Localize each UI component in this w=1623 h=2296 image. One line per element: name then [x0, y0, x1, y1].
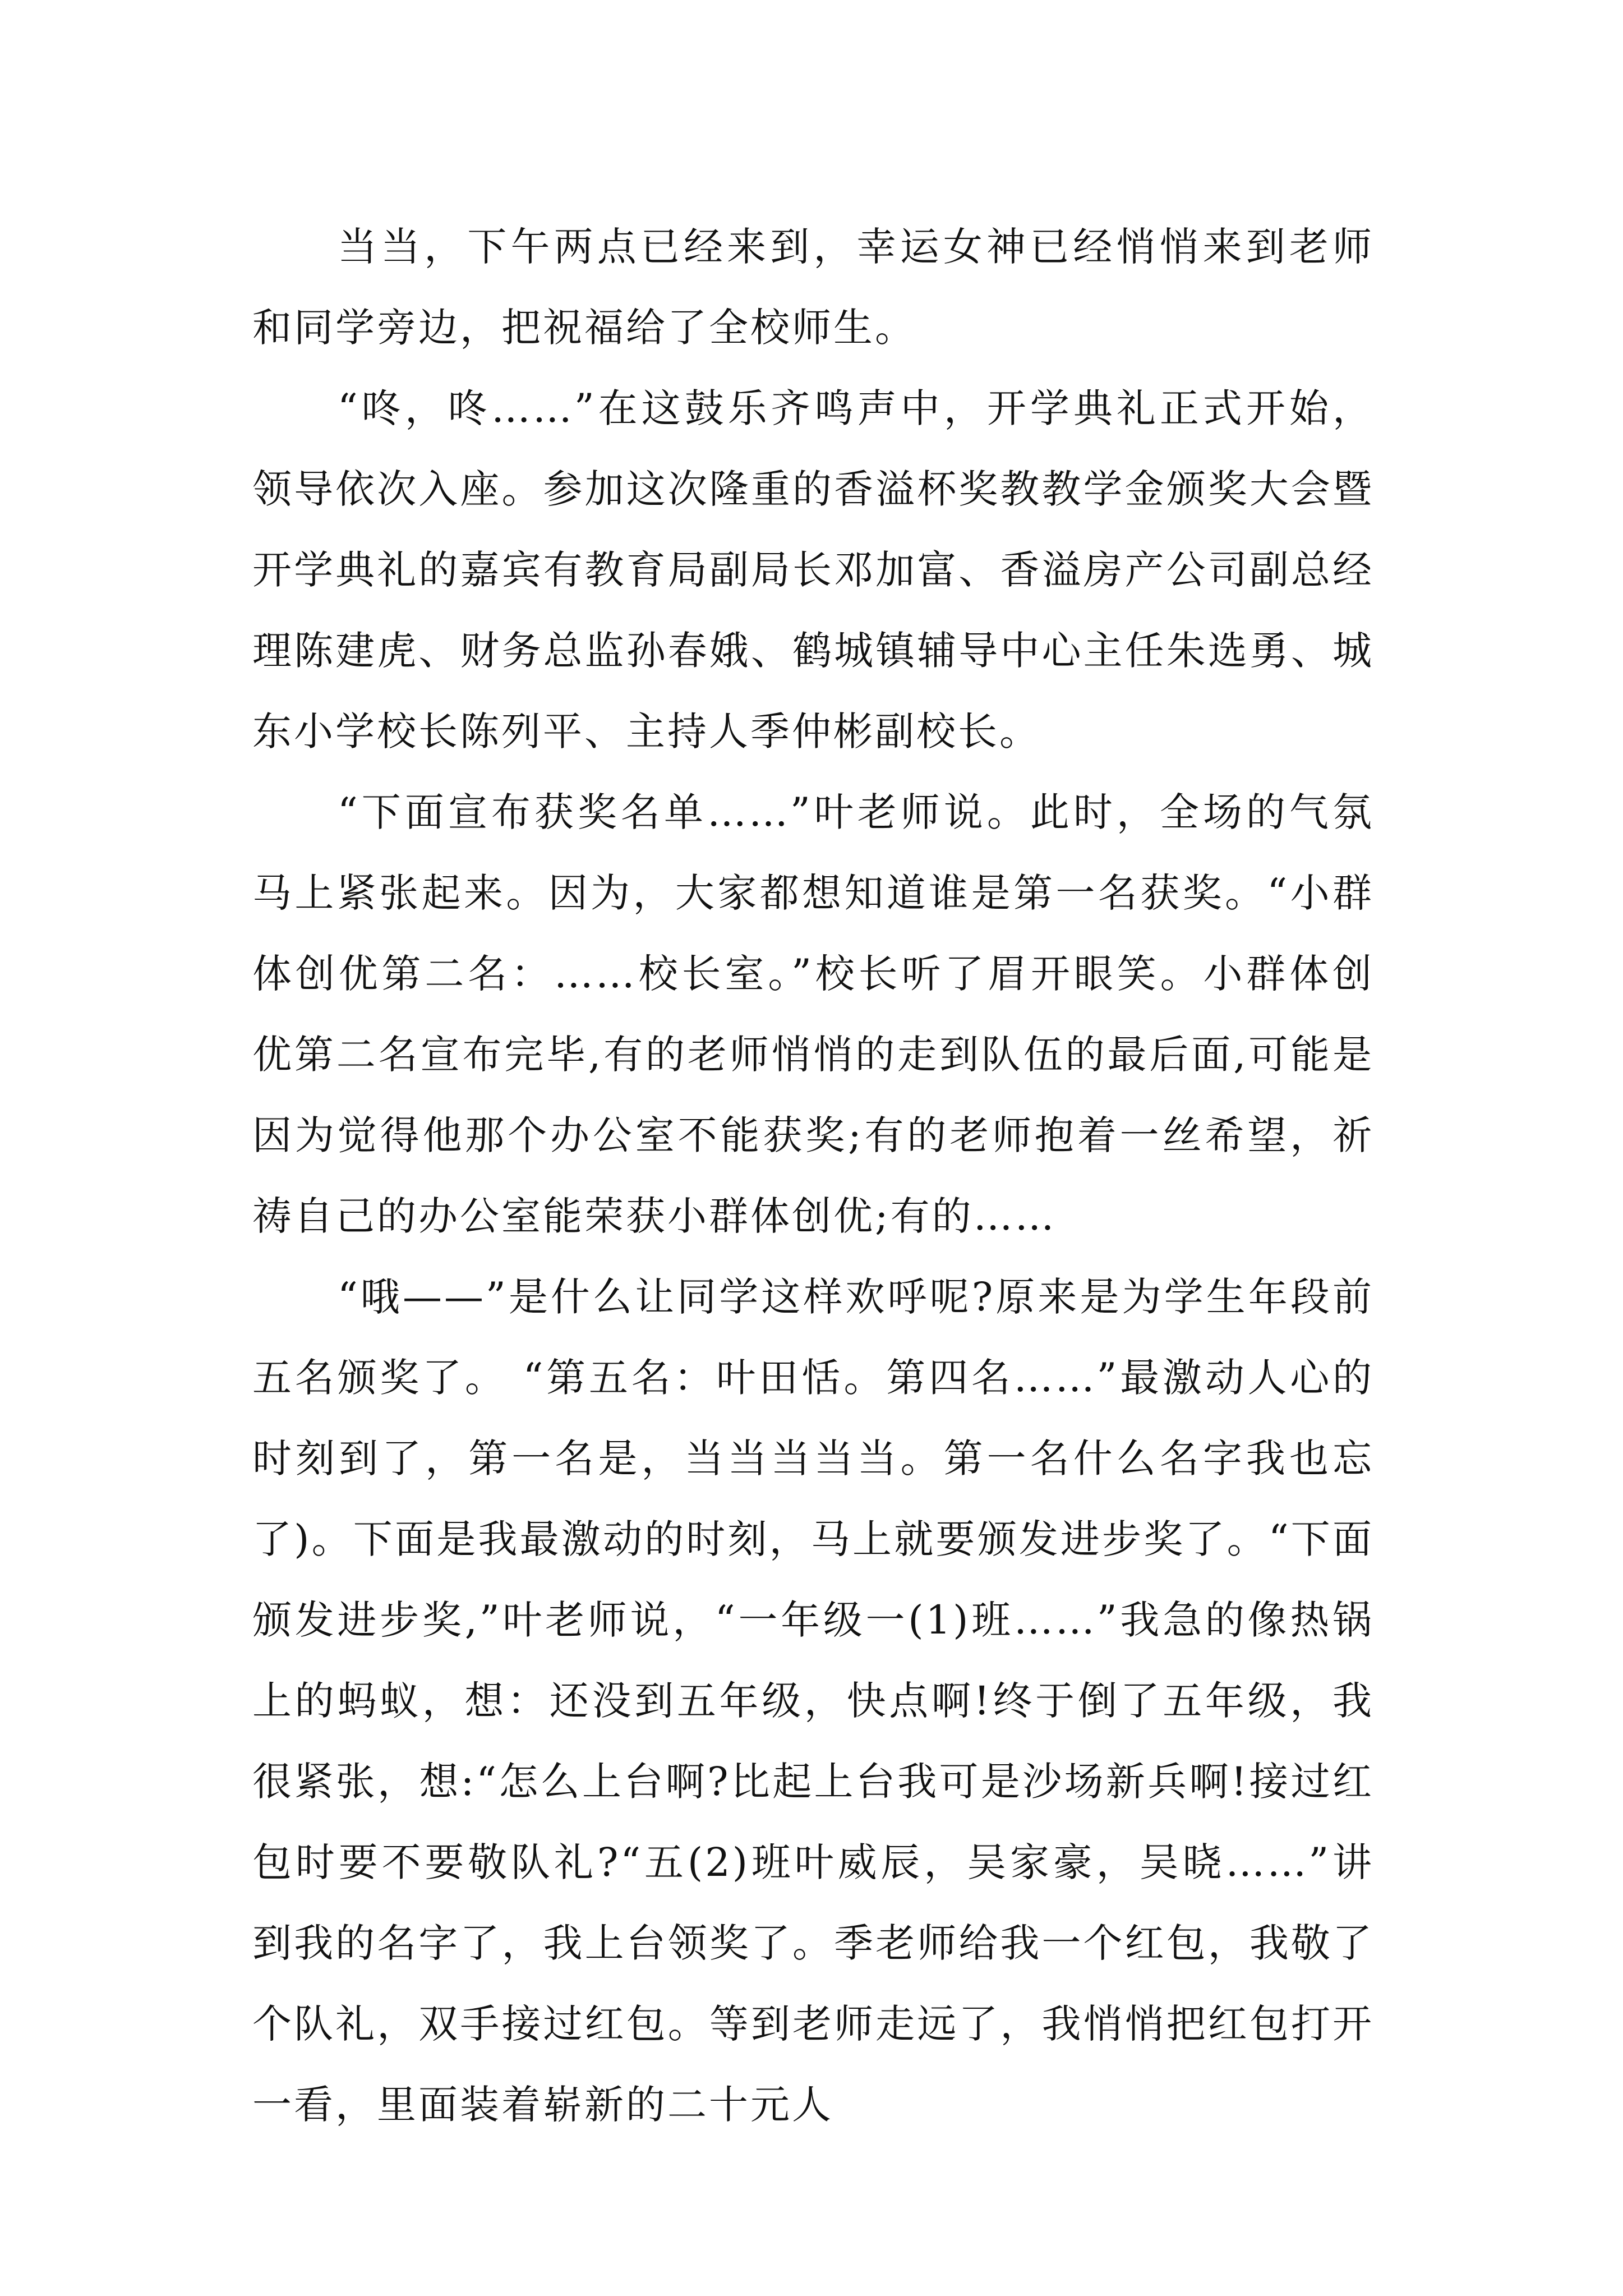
paragraph-ceremony-start: “咚，咚……”在这鼓乐齐鸣声中，开学典礼正式开始，领导依次入座。参加这次隆重的香溢杯奖教教学金颁奖大会暨开学典礼的嘉宾有教育局副局长邓加富、香溢房产公司副总经理陈建虎、财务总监孙春娥、鹤城镇辅导中心主任朱选勇、城东小学校长陈列平、主持人季仲彬副校长。: [252, 385, 1374, 754]
paragraph-award-list: “下面宣布获奖名单……”叶老师说。此时，全场的气氛马上紧张起来。因为，大家都想知道谁是第一名获奖。“小群体创优第二名：……校长室。”校长听了眉开眼笑。小群体创优第二名宣布完毕,有的老师悄悄的走到队伍的最后面,可能是因为觉得他那个办公室不能获奖;有的老师抱着一丝希望，祈祷自己的办公室能荣获小群体创优;有的……: [252, 789, 1374, 1239]
paragraph-student-awards: “哦——”是什么让同学这样欢呼呢?原来是为学生年段前五名颁奖了。 “第五名：叶田恬。第四名……”最激动人心的时刻到了，第一名是，当当当当当。第一名什么名字我也忘了)。下面是我最激动的时刻，马上就要颁发进步奖了。“下面颁发进步奖,”叶老师说，“一年级一(1)班……”我急的像热锅上的蚂蚁，想：还没到五年级，快点啊!终于倒了五年级，我很紧张，想:“怎么上台啊?比起上台我可是沙场新兵啊!接过红包时要不要敬队礼?“五(2)班叶威辰，吴家豪，吴晓……”讲到我的名字了，我上台领奖了。季老师给我一个红包，我敬了个队礼，双手接过红包。等到老师走远了，我悄悄把红包打开一看，里面装着崭新的二十元人: [252, 1274, 1374, 2128]
document-body: [252, 206, 1374, 2145]
paragraph-opening: 当当，下午两点已经来到，幸运女神已经悄悄来到老师和同学旁边，把祝福给了全校师生。: [252, 224, 1374, 351]
